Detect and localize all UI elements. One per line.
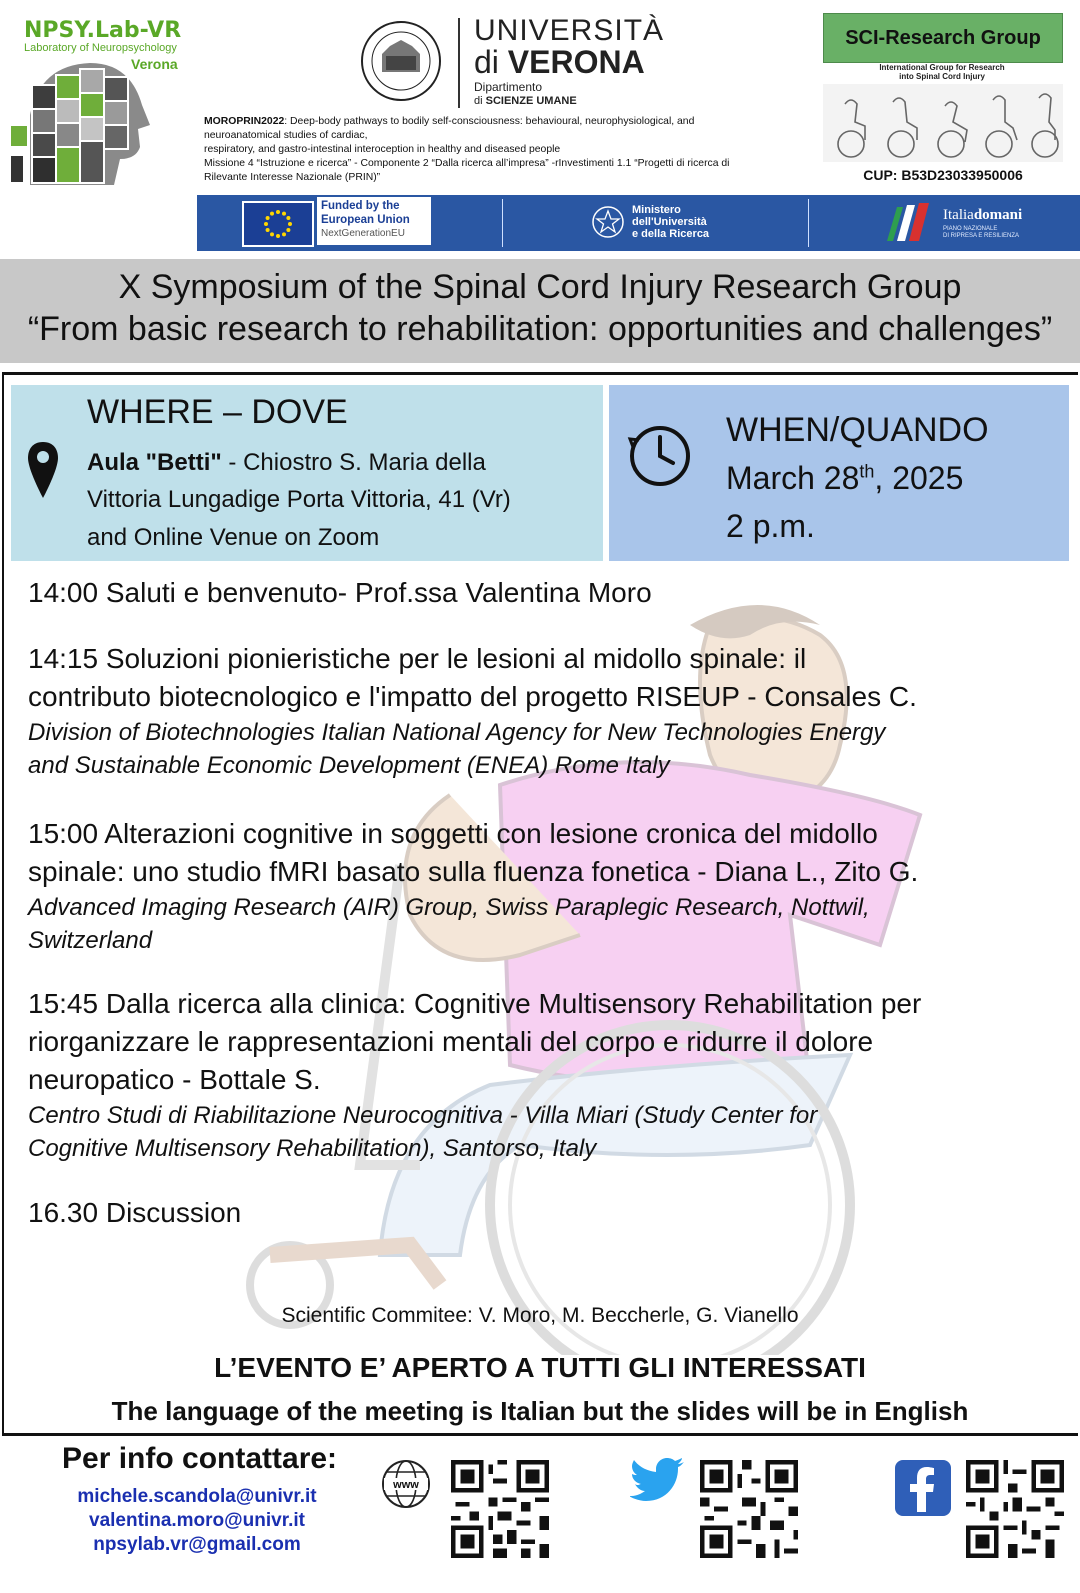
venue-line1: Aula "Betti" - Chiostro S. Maria della (87, 449, 486, 476)
when-title: WHEN/QUANDO (726, 411, 989, 449)
location-pin-icon (26, 440, 60, 500)
italia-domani-sublabel: PIANO NAZIONALE DI RIPRESA E RESILIENZA (943, 226, 1020, 239)
program-item-1415-affiliation-2: and Sustainable Economic Development (ENEA) Rome Italy (28, 752, 670, 779)
npsy-lab-subtitle: Laboratory of Neuropsychology (24, 42, 177, 54)
eu-funding-label: Funded by the European Union NextGenerationEU (317, 197, 431, 245)
italia-domani-label: Italiadomani (943, 207, 1023, 223)
program-item-1400: 14:00 Saluti e benvenuto- Prof.ssa Valentina Moro (28, 577, 652, 608)
program-item-1630: 16.30 Discussion (28, 1197, 242, 1228)
funding-separator (808, 199, 809, 247)
department-line2: di SCIENZE UMANE (474, 95, 577, 107)
event-time: 2 p.m. (726, 508, 815, 544)
program-item-1545-line2: riorganizzare le rappresentazioni mentali del corpo e ridurre il dolore (28, 1026, 874, 1057)
website-qr-code-icon[interactable] (451, 1460, 549, 1558)
university-divider (458, 18, 460, 108)
venue-line2: Vittoria Lungadige Porta Vittoria, 41 (Vr) (87, 486, 511, 513)
university-name-line1: UNIVERSITÀ (474, 14, 665, 47)
sci-group-subtitle: International Group for Research into Spinal Cord Injury (879, 63, 1005, 81)
clock-icon (627, 423, 693, 489)
department-line1: Dipartimento (474, 80, 543, 94)
contact-title: Per info contattare: (62, 1442, 338, 1475)
npsy-lab-title: NPSY.Lab-VR (24, 18, 182, 43)
sci-research-group-badge: SCI-Research Group (823, 13, 1063, 63)
symposium-title: X Symposium of the Spinal Cord Injury Research Group (118, 268, 962, 306)
cup-code: CUP: B53D23033950006 (863, 167, 1023, 183)
program-item-1500-affiliation-2: Switzerland (28, 927, 153, 954)
program-item-1500-line1: 15:00 Alterazioni cognitive in soggetti con lesione cronica del midollo (28, 818, 878, 849)
email-link-moro[interactable]: valentina.moro@univr.it (89, 1510, 305, 1531)
italian-republic-emblem-icon (591, 205, 625, 239)
program-item-1545-line1: 15:45 Dalla ricerca alla clinica: Cognitive Multisensory Rehabilitation per (28, 988, 922, 1019)
language-note: The language of the meeting is Italian but the slides will be in English (111, 1396, 969, 1426)
globe-www-icon[interactable] (380, 1458, 432, 1510)
email-link-npsylab[interactable]: npsylab.vr@gmail.com (93, 1534, 301, 1555)
where-title: WHERE – DOVE (87, 393, 348, 431)
program-item-1545-affiliation-2: Cognitive Multisensory Rehabilitation), Santorso, Italy (28, 1135, 597, 1162)
wheelchair-sequence-icon (823, 84, 1063, 162)
funding-separator (502, 199, 503, 247)
twitter-qr-code-icon[interactable] (700, 1460, 798, 1558)
italia-domani-flag-icon (883, 201, 933, 243)
symposium-subtitle: “From basic research to rehabilitation: opportunities and challenges” (27, 310, 1053, 348)
program-item-1545-line3: neuropatico - Bottale S. (28, 1064, 321, 1095)
university-name-line2: di VERONA (474, 44, 645, 80)
program-item-1500-line2: spinale: uno studio fMRI basato sulla fluenza fonetica - Diana L., Zito G. (28, 856, 919, 887)
program-item-1415-affiliation-1: Division of Biotechnologies Italian National Agency for New Technologies Energy (28, 719, 886, 746)
open-event-notice: L’EVENTO E’ APERTO A TUTTI GLI INTERESSATI (214, 1352, 866, 1383)
email-link-scandola[interactable]: michele.scandola@univr.it (77, 1486, 317, 1507)
event-date: March 28th, 2025 (726, 460, 964, 496)
program-item-1415-line2: contributo biotecnologico e l'impatto del progetto RISEUP - Consales C. (28, 681, 917, 712)
program-item-1545-affiliation-1: Centro Studi di Riabilitazione Neurocognitiva - Villa Miari (Study Center for (28, 1102, 818, 1129)
facebook-qr-code-icon[interactable] (966, 1460, 1064, 1558)
university-seal-icon (360, 20, 442, 102)
project-description: MOROPRIN2022: Deep-body pathways to bodily self-consciousness: behavioural, neurophysiological, and neuroanatomical studies of cardiac, respiratory, and gastro-intestinal interoception in healthy and diseased people Missione 4 “Istruzione e ricerca” - Componente 2 “Dalla ricerca all’impresa” -rInvestimenti 1.1 “Progetti di ricerca di Rilevante Interesse Nazionale (PRIN)” (204, 116, 730, 183)
program-item-1415-line1: 14:15 Soluzioni pionieristiche per le lesioni al midollo spinale: il (28, 643, 807, 674)
eu-flag-icon (242, 201, 314, 247)
venue-line3: and Online Venue on Zoom (87, 524, 380, 551)
puzzle-head-logo-icon (10, 55, 160, 193)
ministry-label: Ministero dell'Università e della Ricerca (632, 204, 710, 240)
twitter-bird-icon[interactable] (630, 1456, 686, 1504)
npsy-lab-city: Verona (131, 56, 178, 72)
svg-text:www: www (393, 1479, 419, 1491)
facebook-icon[interactable] (895, 1460, 951, 1516)
program-item-1500-affiliation-1: Advanced Imaging Research (AIR) Group, Swiss Paraplegic Research, Nottwil, (28, 894, 870, 921)
scientific-committee: Scientific Commitee: V. Moro, M. Beccherle, G. Vianello (281, 1304, 799, 1327)
